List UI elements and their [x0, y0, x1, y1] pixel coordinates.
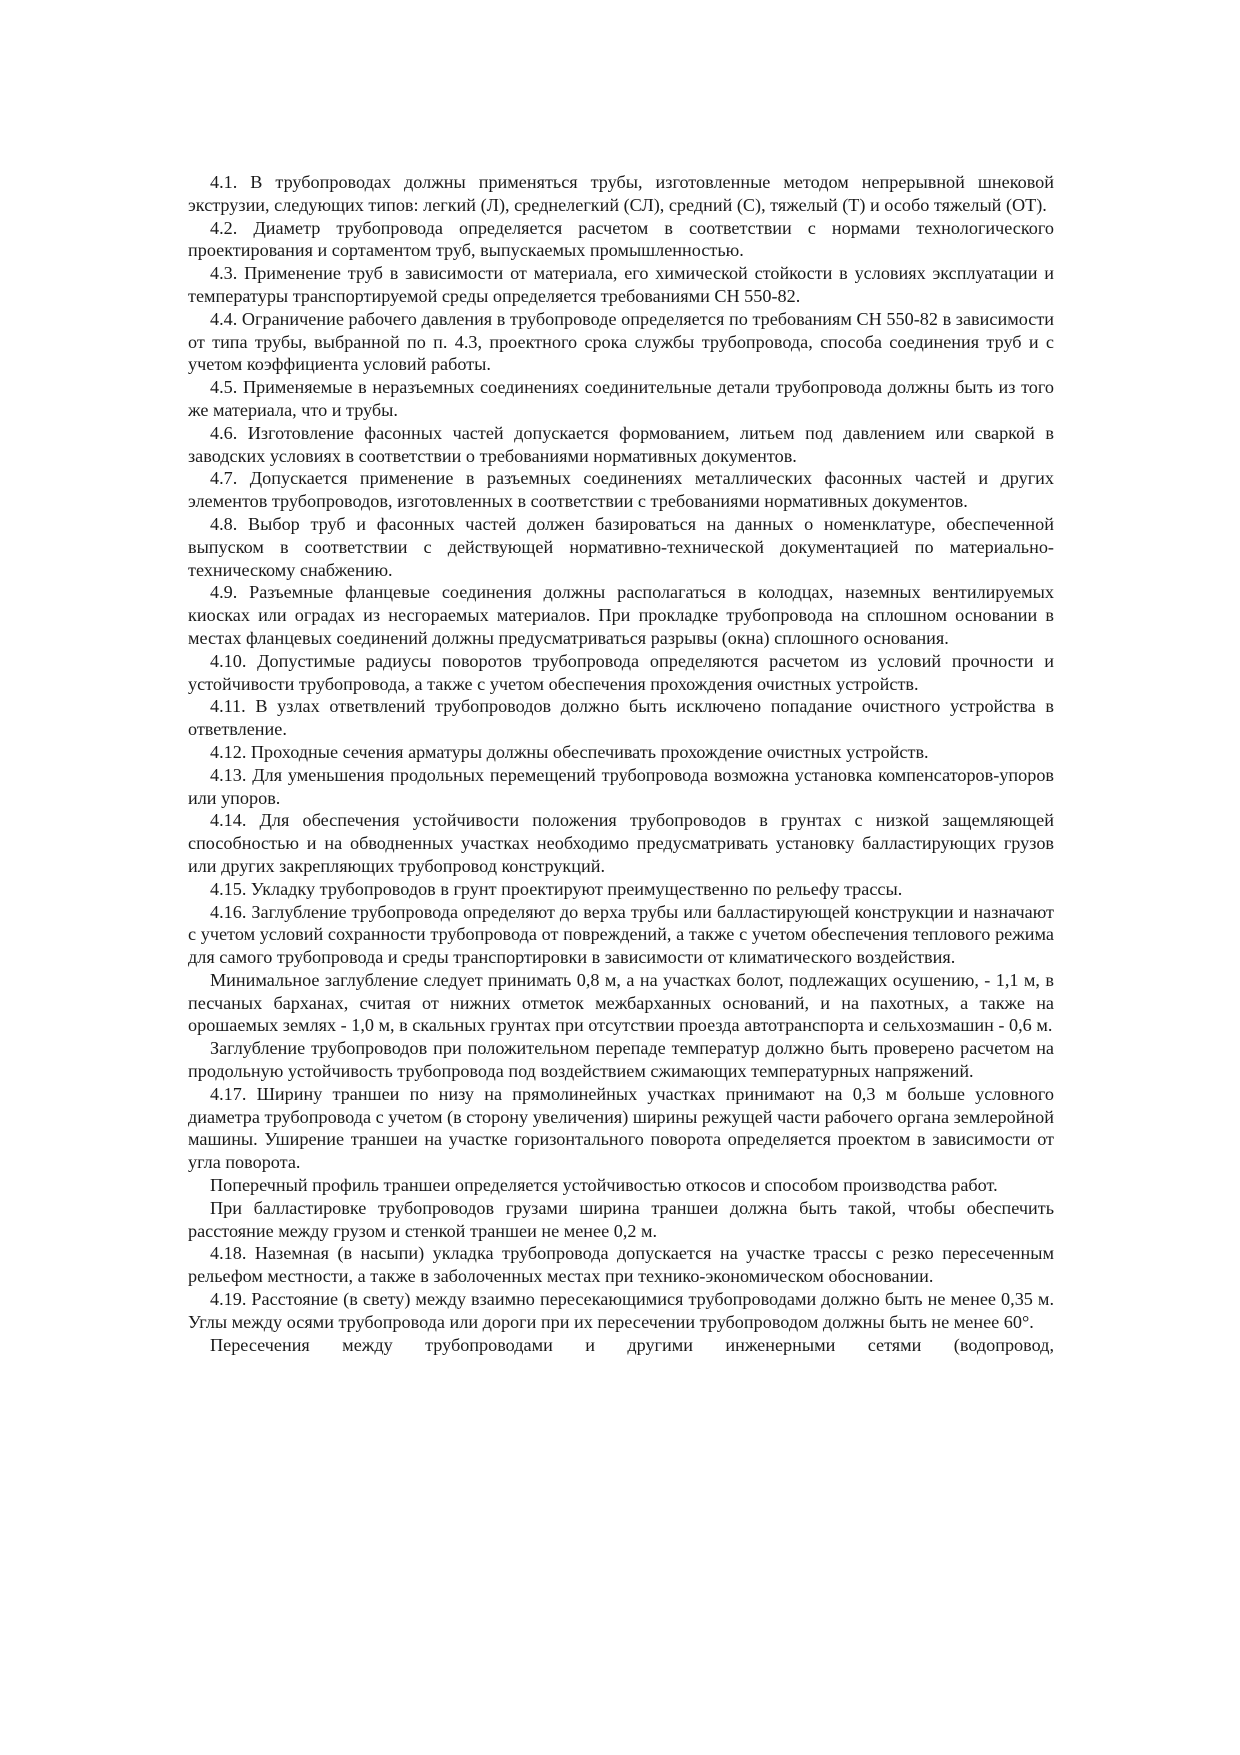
document-page [188, 171, 1054, 1356]
paragraph-4-11: 4.11. В узлах ответвлений трубопроводов должно быть исключено попадание очистного устройства в ответвление. [188, 696, 1054, 740]
paragraph-4-17: 4.17. Ширину траншеи по низу на прямолинейных участках принимают на 0,3 м больше условного диаметра трубопровода с учетом (в сторону увеличения) ширины режущей части рабочего органа землеройной машины. Уширение траншеи на участке горизонтального поворота определяется проектом в зависимости от угла поворота. [188, 1083, 1054, 1173]
paragraph-trench-profile: Поперечный профиль траншеи определяется устойчивостью откосов и способом производства работ. [210, 1175, 998, 1196]
paragraph-4-14: 4.14. Для обеспечения устойчивости положения трубопроводов в грунтах с низкой защемляющей способностью и на обводненных участках необходимо предусматривать установку балластирующих грузов или других закрепляющих трубопровод конструкций. [188, 810, 1054, 876]
paragraph-4-2: 4.2. Диаметр трубопровода определяется расчетом в соответствии с нормами технологического проектирования и сортаментом труб, выпускаемых промышленностью. [188, 217, 1054, 261]
paragraph-4-13: 4.13. Для уменьшения продольных перемещений трубопровода возможна установка компенсаторов-упоров или упоров. [188, 764, 1054, 808]
paragraph-4-6: 4.6. Изготовление фасонных частей допускается формованием, литьем под давлением или сваркой в заводских условиях в соответствии о требованиями нормативных документов. [188, 422, 1054, 466]
paragraph-4-9: 4.9. Разъемные фланцевые соединения должны располагаться в колодцах, наземных вентилируемых киосках или оградах из несгораемых материалов. При прокладке трубопровода на сплошном основании в местах фланцевых соединений должны предусматриваться разрывы (окна) сплошного основания. [188, 582, 1054, 648]
paragraph-4-10: 4.10. Допустимые радиусы поворотов трубопровода определяются расчетом из условий прочности и устойчивости трубопровода, а также с учетом обеспечения прохождения очистных устройств. [188, 650, 1054, 694]
paragraph-4-15: 4.15. Укладку трубопроводов в грунт проектируют преимущественно по рельефу трассы. [210, 878, 903, 899]
paragraph-4-19: 4.19. Расстояние (в свету) между взаимно пересекающимися трубопроводами должно быть не менее 0,35 м. Углы между осями трубопровода или дороги при их пересечении трубопроводом должны быть не менее 60°. [188, 1289, 1054, 1332]
paragraph-4-5: 4.5. Применяемые в неразъемных соединениях соединительные детали трубопровода должны быть из того же материала, что и трубы. [188, 377, 1054, 420]
paragraph-ballast-width: При балластировке трубопроводов грузами ширина траншеи должна быть такой, чтобы обеспечить расстояние между грузом и стенкой траншеи не менее 0,2 м. [188, 1197, 1054, 1241]
paragraph-4-3: 4.3. Применение труб в зависимости от материала, его химической стойкости в условиях эксплуатации и температуры транспортируемой среды определяется требованиями СН 550-82. [188, 263, 1054, 306]
paragraph-4-4: 4.4. Ограничение рабочего давления в трубопроводе определяется по требованиям СН 550-82 в зависимости от типа трубы, выбранной по п. 4.3, проектного срока службы трубопровода, способа соединения труб и с учетом коэффициента условий работы. [188, 308, 1054, 375]
paragraph-4-16: 4.16. Заглубление трубопровода определяют до верха трубы или балластирующей конструкции и назначают с учетом условий сохранности трубопровода от повреждений, а также с учетом обеспечения теплового режима для самого трубопровода и среды транспортировки в зависимости от климатического воздействия. [188, 901, 1054, 968]
paragraph-min-depth: Минимальное заглубление следует принимать 0,8 м, а на участках болот, подлежащих осушению, - 1,1 м, в песчаных барханах, считая от нижних отметок межбарханных оснований, и на пахотных, а также на орошаемых землях - 1,0 м, в скальных грунтах при отсутствии проезда автотранспорта и сельхозмашин - 0,6 м. [188, 969, 1054, 1036]
paragraph-4-8: 4.8. Выбор труб и фасонных частей должен базироваться на данных о номенклатуре, обеспеченной выпуском в соответствии с действующей нормативно-технической документацией по материально-техническому снабжению. [188, 513, 1054, 580]
paragraph-4-1: 4.1. В трубопроводах должны применяться трубы, изготовленные методом непрерывной шнековой экструзии, следующих типов: легкий (Л), среднелегкий (СЛ), средний (С), тяжелый (Т) и особо тяжелый (ОТ). [188, 172, 1054, 215]
paragraph-depth-check: Заглубление трубопроводов при положительном перепаде температур должно быть проверено расчетом на продольную устойчивость трубопровода под воздействием сжимающих температурных напряжений. [188, 1038, 1054, 1082]
paragraph-4-18: 4.18. Наземная (в насыпи) укладка трубопровода допускается на участке трассы с резко пересеченным рельефом местности, а также в заболоченных местах при технико-экономическом обосновании. [188, 1243, 1054, 1287]
paragraph-crossings: Пересечения между трубопроводами и другими инженерными сетями (водопровод, [210, 1334, 1054, 1355]
paragraph-4-12: 4.12. Проходные сечения арматуры должны обеспечивать прохождение очистных устройств. [210, 741, 929, 762]
paragraph-4-7: 4.7. Допускается применение в разъемных соединениях металлических фасонных частей и других элементов трубопроводов, изготовленных в соответствии с требованиями нормативных документов. [188, 468, 1054, 512]
